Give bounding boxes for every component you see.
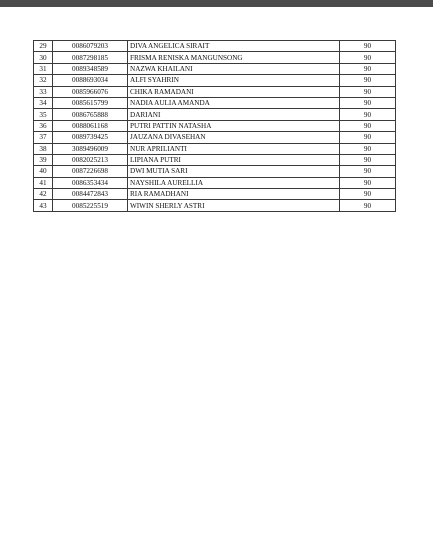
table-row	[34, 41, 396, 52]
score-cell: 90	[340, 120, 396, 131]
student-name-cell: NAYSHILA AURELLIA	[128, 177, 340, 188]
student-name-cell: NAZWA KHAILANI	[128, 63, 340, 74]
student-name-cell: RIA RAMADHANI	[128, 189, 340, 200]
student-id-cell: 0088061168	[53, 120, 128, 131]
score-cell: 90	[340, 189, 396, 200]
row-number-cell: 30	[34, 52, 53, 63]
table-body	[34, 41, 396, 212]
score-cell: 90	[340, 109, 396, 120]
score-cell: 90	[340, 86, 396, 97]
row-number-cell: 35	[34, 109, 53, 120]
student-id-cell: 0089348589	[53, 63, 128, 74]
table-row	[34, 154, 396, 165]
score-cell: 90	[340, 52, 396, 63]
student-name-cell: PUTRI PATTIN NATASHA	[128, 120, 340, 131]
table-row	[34, 143, 396, 154]
row-number-cell: 32	[34, 75, 53, 86]
student-id-cell: 3089496009	[53, 143, 128, 154]
table-row	[34, 86, 396, 97]
row-number-cell: 33	[34, 86, 53, 97]
viewer-toolbar	[0, 0, 433, 7]
student-name-cell: CHIKA RAMADANI	[128, 86, 340, 97]
student-name-cell: NUR APRILIANTI	[128, 143, 340, 154]
student-name-cell: NADIA AULIA AMANDA	[128, 97, 340, 108]
score-cell: 90	[340, 154, 396, 165]
table-row	[34, 63, 396, 74]
row-number-cell: 40	[34, 166, 53, 177]
row-number-cell: 41	[34, 177, 53, 188]
row-number-cell: 38	[34, 143, 53, 154]
student-name-cell: DIVA ANGELICA SIRAIT	[128, 41, 340, 52]
row-number-cell: 36	[34, 120, 53, 131]
table-row	[34, 120, 396, 131]
row-number-cell: 37	[34, 132, 53, 143]
student-name-cell: ALFI SYAHRIN	[128, 75, 340, 86]
student-id-cell: 0085225519	[53, 200, 128, 211]
student-id-cell: 0087298185	[53, 52, 128, 63]
score-cell: 90	[340, 75, 396, 86]
student-id-cell: 0086353434	[53, 177, 128, 188]
row-number-cell: 43	[34, 200, 53, 211]
student-id-cell: 0086079203	[53, 41, 128, 52]
table-row	[34, 177, 396, 188]
score-cell: 90	[340, 166, 396, 177]
student-name-cell: DARIANI	[128, 109, 340, 120]
table-row	[34, 132, 396, 143]
row-number-cell: 34	[34, 97, 53, 108]
student-id-cell: 0089739425	[53, 132, 128, 143]
score-cell: 90	[340, 63, 396, 74]
table-row	[34, 97, 396, 108]
student-name-cell: WIWIN SHERLY ASTRI	[128, 200, 340, 211]
score-cell: 90	[340, 97, 396, 108]
student-id-cell: 0087226698	[53, 166, 128, 177]
student-id-cell: 0088693034	[53, 75, 128, 86]
row-number-cell: 39	[34, 154, 53, 165]
student-name-cell: JAUZANA DIVASEHAN	[128, 132, 340, 143]
student-id-cell: 0084472843	[53, 189, 128, 200]
row-number-cell: 29	[34, 41, 53, 52]
student-score-table	[33, 40, 396, 212]
score-cell: 90	[340, 143, 396, 154]
student-id-cell: 0086765888	[53, 109, 128, 120]
row-number-cell: 42	[34, 189, 53, 200]
table-row	[34, 189, 396, 200]
student-name-cell: FRISMA RENISKA MANGUNSONG	[128, 52, 340, 63]
table-row	[34, 166, 396, 177]
score-cell: 90	[340, 200, 396, 211]
table-row	[34, 109, 396, 120]
student-name-cell: LIPIANA PUTRI	[128, 154, 340, 165]
student-name-cell: DWI MUTIA SARI	[128, 166, 340, 177]
student-id-cell: 0082025213	[53, 154, 128, 165]
score-cell: 90	[340, 41, 396, 52]
score-cell: 90	[340, 177, 396, 188]
score-cell: 90	[340, 132, 396, 143]
document-page	[0, 7, 433, 557]
student-id-cell: 0085615799	[53, 97, 128, 108]
row-number-cell: 31	[34, 63, 53, 74]
student-id-cell: 0085966076	[53, 86, 128, 97]
table-row	[34, 200, 396, 211]
table-row	[34, 52, 396, 63]
table-row	[34, 75, 396, 86]
